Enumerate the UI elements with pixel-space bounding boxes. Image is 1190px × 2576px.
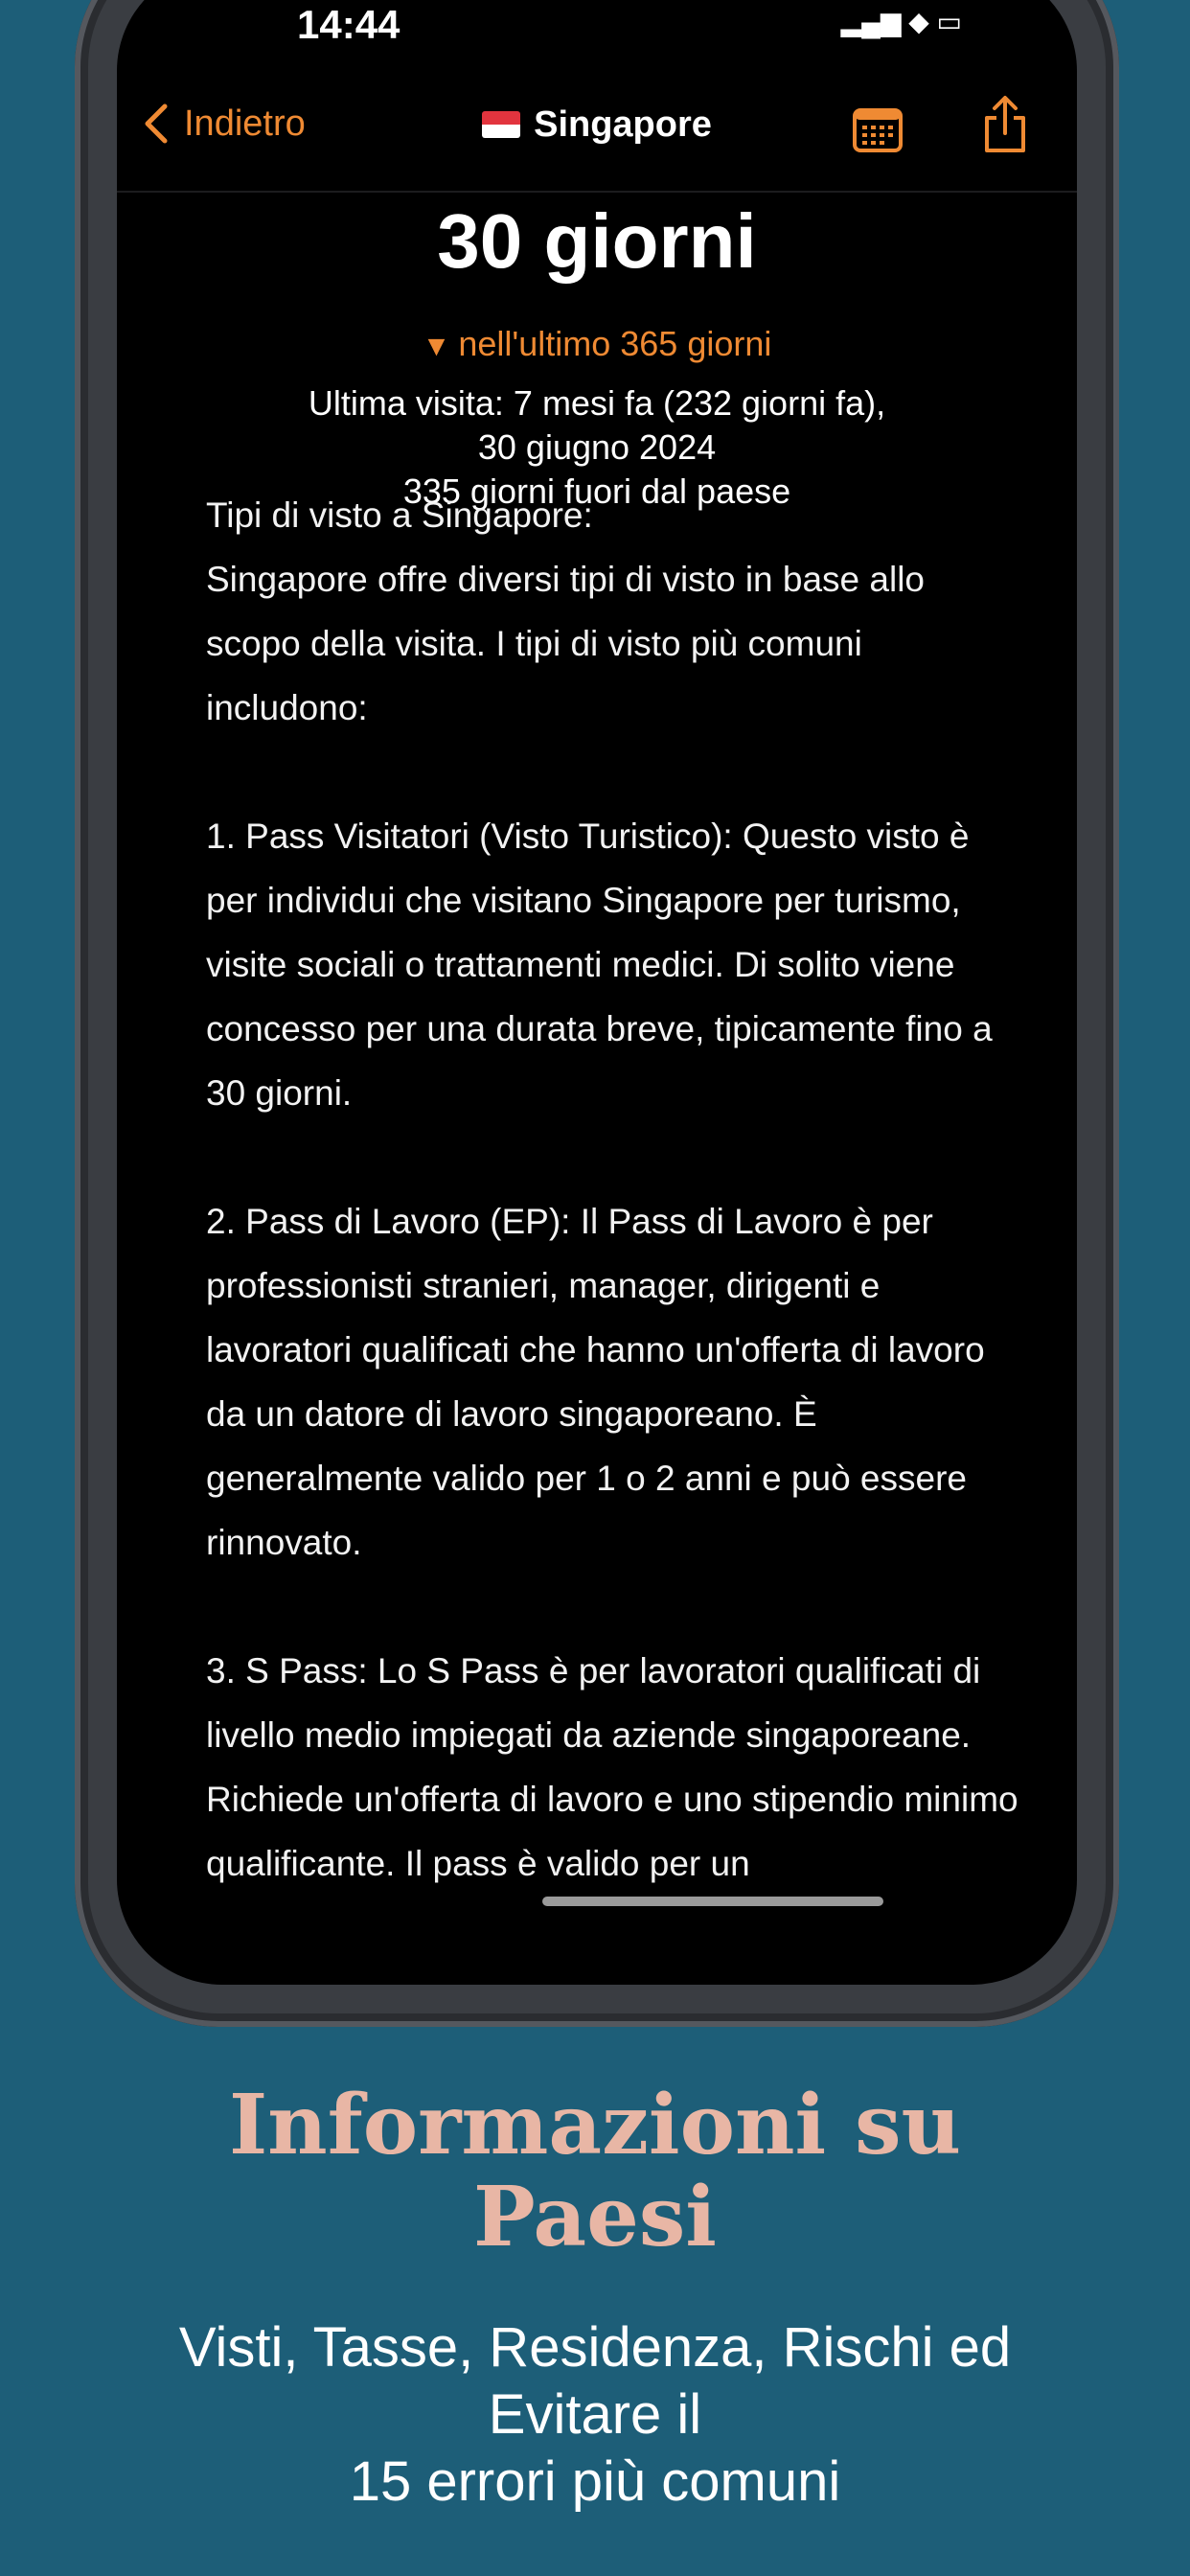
period-label: nell'ultimo 365 giorni — [458, 324, 772, 363]
back-label: Indietro — [184, 103, 306, 144]
share-icon[interactable] — [981, 95, 1029, 154]
triangle-down-icon: ▼ — [422, 331, 451, 362]
phone-frame — [75, 0, 1119, 2027]
calendar-icon[interactable] — [853, 106, 903, 152]
marketing-subtitle — [0, 2314, 1190, 2516]
days-outside: 335 giorni fuori dal paese — [402, 472, 791, 511]
app-screen — [117, 0, 1077, 1985]
last-visit-line-1: Ultima visita: 7 mesi fa (232 giorni fa), — [308, 383, 886, 423]
days-count: 30 giorni — [437, 198, 757, 284]
status-bar — [117, 0, 1077, 52]
marketing-headline — [0, 2077, 1190, 2266]
visa-info-text: Tipi di visto a Singapore: Singapore offre diversi tipi di visto in base allo scopo della visita. I tipi di visto più comuni includono: 1. Pass Visitatori (Visto Turistico): Questo visto è per individui che visitano Singapore per turismo, visite sociali o trattamenti medici. Di solito viene concesso per una durata breve, tipicamente fino a 30 giorni. 2. Pass di Lavoro (EP): Il Pass di Lavoro è per professionisti stranieri, manager, dirigenti e lavoratori qualificati che hanno un'offerta di lavoro da un datore di lavoro singaporeano. È generalmente valido per 1 o 2 anni e può essere rinnovato. 3. S Pass: Lo S Pass è per lavoratori qualificati di livello medio impiegati da aziende singaporeane. Richiede un'offerta di lavoro e uno stipendio minimo qualificante. Il pass è valido per un — [206, 495, 1018, 1883]
page-title-text: Singapore — [534, 104, 712, 145]
status-time: 14:44 — [297, 2, 400, 47]
last-visit-line-2: 30 giugno 2024 — [477, 427, 717, 467]
singapore-flag-icon — [482, 111, 520, 138]
page-title — [117, 104, 1077, 146]
status-icons: ▂▄▆ ◆ ▭ — [840, 7, 962, 36]
home-indicator[interactable] — [542, 1897, 883, 1906]
subtitle-line-2: Evitare il — [488, 2383, 702, 2446]
headline-line-2: Paesi — [473, 2169, 717, 2266]
headline-line-1: Informazioni su — [228, 2077, 962, 2174]
navigation-bar — [117, 76, 1077, 193]
visit-summary — [117, 196, 1077, 514]
period-selector[interactable] — [117, 324, 1077, 364]
subtitle-line-3: 15 errori più comuni — [349, 2450, 841, 2513]
subtitle-line-1: Visti, Tasse, Residenza, Rischi ed — [178, 2316, 1012, 2379]
